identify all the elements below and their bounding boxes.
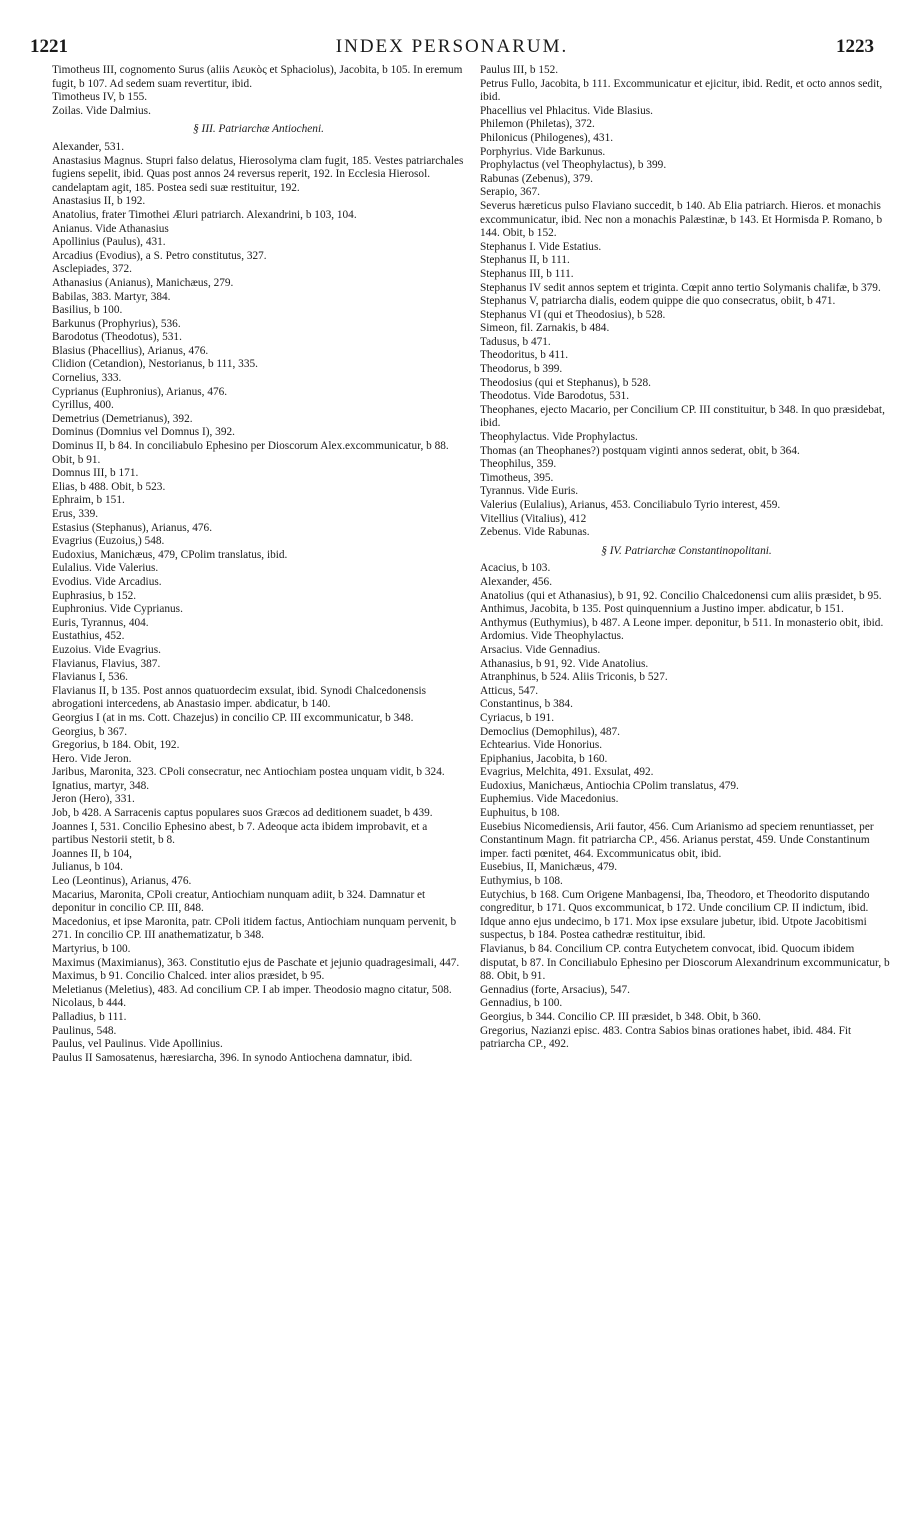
index-entry: Rabunas (Zebenus), 379. xyxy=(480,172,593,185)
index-entry: Flavianus I, 536. xyxy=(52,671,128,684)
index-entry: Gregorius, Nazianzi episc. 483. Contra Sabios binas orationes habet, ibid. 484. Fit patriarcha CP., 492. xyxy=(480,1024,852,1051)
index-entry: Arsacius. Vide Gennadius. xyxy=(480,643,601,656)
index-entry: Echtearius. Vide Honorius. xyxy=(480,739,603,752)
index-entry: Apollinius (Paulus), 431. xyxy=(52,236,166,249)
index-entry: Anianus. Vide Athanasius xyxy=(52,222,169,235)
index-entry: Joannes I, 531. Concilio Ephesino abest, b 7. Adeoque acta ibidem improbavit, et a partibus Nestorii stetit, b 8. xyxy=(52,820,428,847)
index-entry: Stephanus III, b 111. xyxy=(480,267,574,280)
index-entry: Euphrasius, b 152. xyxy=(52,589,137,602)
index-entry: Stephanus V, patriarcha dialis, eodem quippe die quo consecratus, obiit, b 471. xyxy=(480,295,836,308)
index-entry: Philemon (Philetas), 372. xyxy=(480,118,595,131)
index-entry: Erus, 339. xyxy=(52,508,99,520)
index-entry: Eutychius, b 168. Cum Origene Manbagensi, Iba, Theodoro, et Theodorito disputando congreditur, b 171. Quos excommunicat, b 172. Unde concilium CP. II indictum, ibid. Idque anno ejus undecimo, b 171. Mox ipse exsulare jubetur, ibid. Utpote Jacobitismi suspectus, b 184. Postea cathedræ restituitur, ibid. xyxy=(480,888,870,942)
index-entry: Barodotus (Theodotus), 531. xyxy=(52,331,182,344)
index-entry: Timotheus III, cognomento Surus (aliis Λευκὸς et Sphaciolus), Jacobita, b 105. In eremum fugit, b 107. Ad sedem suam revertitur, ibid. xyxy=(52,64,463,90)
page-title: INDEX PERSONARUM. xyxy=(335,36,569,57)
section-heading: § IV. Patriarchæ Constantinopolitani. xyxy=(601,544,772,557)
index-entry: Leo (Leontinus), Arianus, 476. xyxy=(52,875,192,888)
index-entry: Stephanus II, b 111. xyxy=(480,254,570,267)
index-entry: Paulinus, 548. xyxy=(52,1024,117,1037)
index-entry: Eudoxius, Manichæus, Antiochia CPolim translatus, 479. xyxy=(480,779,739,792)
index-entry: Atticus, 547. xyxy=(480,684,539,697)
index-entry: Eulalius. Vide Valerius. xyxy=(52,562,159,575)
index-entry: Euphemius. Vide Macedonius. xyxy=(480,793,619,806)
index-entry: Epiphanius, Jacobita, b 160. xyxy=(480,752,608,765)
index-entry: Atranphinus, b 524. Aliis Triconis, b 527. xyxy=(480,671,668,684)
left-column xyxy=(52,64,465,1065)
index-entry: Vitellius (Vitalius), 412 xyxy=(480,512,587,525)
index-entry: Basilius, b 100. xyxy=(52,304,123,317)
index-entry: Georgius, b 367. xyxy=(52,725,128,738)
index-entry: Theodoritus, b 411. xyxy=(480,349,569,362)
index-entry: Euris, Tyrannus, 404. xyxy=(52,616,149,629)
index-entry: Jeron (Hero), 331. xyxy=(52,793,135,806)
index-entry: Barkunus (Prophyrius), 536. xyxy=(52,317,181,330)
index-entry: Alexander, 531. xyxy=(52,140,125,153)
index-entry: Serapio, 367. xyxy=(480,186,540,199)
index-entry: Clidion (Cetandion), Nestorianus, b 111, 335. xyxy=(52,358,258,371)
index-entry: Anthimus, Jacobita, b 135. Post quinquennium a Justino imper. abdicatur, b 151. xyxy=(480,603,844,616)
index-entry: Maximus (Maximianus), 363. Constitutio ejus de Paschate et jejunio quadragesimali, 447. xyxy=(52,956,460,969)
index-entry: Ardomius. Vide Theophylactus. xyxy=(480,630,624,643)
index-entry: Paulus, vel Paulinus. Vide Apollinius. xyxy=(52,1038,223,1051)
index-entry: Zebenus. Vide Rabunas. xyxy=(480,526,590,539)
index-entry: Euphuitus, b 108. xyxy=(480,807,560,820)
index-entry: Severus hæreticus pulso Flaviano succedit, b 140. Ab Elia patriarch. Hieros. et monachis excommunicatur, ibid. Nec non a monachis Palæstinæ, b 143. Et Hormisda P. Romano, b 144. Obit, b 152. xyxy=(480,199,883,240)
index-entry: Eudoxius, Manichæus, 479, CPolim translatus, ibid. xyxy=(52,548,288,561)
index-entry: Theodotus. Vide Barodotus, 531. xyxy=(480,390,630,403)
index-entry: Gregorius, b 184. Obit, 192. xyxy=(52,739,180,752)
index-entry: Athanasius, b 91, 92. Vide Anatolius. xyxy=(480,657,649,670)
index-entry: Martyrius, b 100. xyxy=(52,943,131,955)
index-entry: Porphyrius. Vide Barkunus. xyxy=(480,145,606,158)
index-entry: Dominus (Domnius vel Domnus I), 392. xyxy=(52,426,235,439)
index-entry: Meletianus (Meletius), 483. Ad concilium CP. I ab imper. Theodosio magno citatur, 508. xyxy=(52,983,452,996)
index-entry: Ephraim, b 151. xyxy=(52,494,125,507)
index-entry: Timotheus IV, b 155. xyxy=(52,91,148,104)
index-entry: Elias, b 488. Obit, b 523. xyxy=(52,480,166,493)
index-entry: Babilas, 383. Martyr, 384. xyxy=(52,290,171,303)
index-entry: Demetrius (Demetrianus), 392. xyxy=(52,412,193,425)
index-entry: Anastasius Magnus. Stupri falso delatus, Hierosolyma clam fugit, 185. Vestes patriarchales fugiens sepelit, ibid. Quas post annos 24 reversus reperit, 192. In Ecclesia Hierosol. candelaptam agit, 185. Postea sedi suæ restituitur, 192. xyxy=(52,154,464,194)
index-entry: Anatolius (qui et Athanasius), b 91, 92. Concilio Chalcedonensi cum aliis præsidet, b 95. xyxy=(480,589,882,602)
index-entry: Anatolius, frater Timothei Æluri patriarch. Alexandrini, b 103, 104. xyxy=(52,208,357,221)
section-heading: § III. Patriarchæ Antiocheni. xyxy=(193,123,324,136)
index-entry: Stephanus IV sedit annos septem et triginta. Cœpit anno tertio Solymanis chalifæ, b 379. xyxy=(480,281,881,294)
index-entry: Dominus II, b 84. In conciliabulo Ephesino per Dioscorum Alex.excommunicatur, b 88. Obit, b 91. xyxy=(52,440,449,466)
index-entry: Evagrius, Melchita, 491. Exsulat, 492. xyxy=(480,766,654,779)
page-header xyxy=(30,36,874,60)
index-entry: Gennadius, b 100. xyxy=(480,997,563,1010)
index-entry: Jaribus, Maronita, 323. CPoli consecratur, nec Antiochiam postea unquam vidit, b 324. xyxy=(52,766,445,779)
index-entry: Constantinus, b 384. xyxy=(480,698,573,711)
index-entry: Macedonius, et ipse Maronita, patr. CPoli itidem factus, Antiochiam nunquam pervenit, b 271. In concilio CP. III anathematizatur, b 348. xyxy=(52,915,457,942)
index-entry: Evodius. Vide Arcadius. xyxy=(52,575,162,588)
index-entry: Eusebius, II, Manichæus, 479. xyxy=(480,861,618,874)
index-entry: Athanasius (Anianus), Manichæus, 279. xyxy=(52,276,234,289)
index-entry: Eustathius, 452. xyxy=(52,630,125,643)
index-entry: Anthymus (Euthymius), b 487. A Leone imper. deponitur, b 511. In monasterio obit, ibid. xyxy=(480,616,884,629)
index-entry: Asclepiades, 372. xyxy=(52,263,132,276)
index-entry: Democlius (Demophilus), 487. xyxy=(480,725,620,738)
index-entry: Nicolaus, b 444. xyxy=(52,997,127,1010)
index-entry: Arcadius (Evodius), a S. Petro constitutus, 327. xyxy=(52,249,267,262)
index-entry: Domnus III, b 171. xyxy=(52,467,139,480)
index-entry: Tadusus, b 471. xyxy=(480,335,551,348)
index-entry: Thomas (an Theophanes?) postquam viginti annos sederat, obit, b 364. xyxy=(480,444,800,457)
index-entry: Petrus Fullo, Jacobita, b 111. Excommunicatur et ejicitur, ibid. Redit, et octo annos sedit, ibid. xyxy=(480,77,883,104)
index-entry: Valerius (Eulalius), Arianus, 453. Conciliabulo Tyrio interest, 459. xyxy=(480,499,781,511)
index-entry: Maximus, b 91. Concilio Chalced. inter alios præsidet, b 95. xyxy=(52,970,325,983)
index-entry: Flavianus II, b 135. Post annos quatuordecim exsulat, ibid. Synodi Chalcedonensis abrogationi intercedens, ab Anastasio imper. abdicatur, b 140. xyxy=(52,684,427,711)
index-entry: Philonicus (Philogenes), 431. xyxy=(480,131,614,144)
index-entry: Flavianus, Flavius, 387. xyxy=(52,657,161,670)
index-entry: Palladius, b 111. xyxy=(52,1010,127,1023)
index-entry: Hero. Vide Jeron. xyxy=(52,752,132,765)
index-entry: Macarius, Maronita, CPoli creatur, Antiochiam nunquam adiit, b 324. Damnatur et deponitur in concilio CP. III, 848. xyxy=(52,888,426,915)
index-entry: Cyrillus, 400. xyxy=(52,399,114,412)
index-entry: Euzoius. Vide Evagrius. xyxy=(52,643,161,656)
index-entry: Phacellius vel Phlacitus. Vide Blasius. xyxy=(480,104,653,117)
index-entry: Theodorus, b 399. xyxy=(480,363,563,376)
index-entry: Georgius I (at in ms. Cott. Chazejus) in concilio CP. III excommunicatur, b 348. xyxy=(52,711,414,724)
index-entry: Prophylactus (vel Theophylactus), b 399. xyxy=(480,159,667,172)
index-entry: Cyprianus (Euphronius), Arianus, 476. xyxy=(52,385,228,398)
index-entry: Theophanes, ejecto Macario, per Concilium CP. III constituitur, b 348. In quo præsidebat, ibid. xyxy=(480,403,885,430)
index-entry: Julianus, b 104. xyxy=(52,861,123,874)
index-entry: Georgius, b 344. Concilio CP. III præsidet, b 348. Obit, b 360. xyxy=(480,1010,761,1023)
page-number-right: 1223 xyxy=(836,36,874,57)
index-entry: Stephanus I. Vide Estatius. xyxy=(480,240,602,253)
right-column xyxy=(480,64,893,1052)
index-entry: Acacius, b 103. xyxy=(480,562,551,575)
index-entry: Eusebius Nicomediensis, Arii fautor, 456. Cum Arianismo ad speciem renuntiasset, per Constantinum Magn. fit patriarcha CP., 456. Arianus perstat, 459. Unde Constantinum imper. facti pœnitet, 464. Excommunicatus obit, ibid. xyxy=(480,820,874,860)
index-entry: Alexander, 456. xyxy=(480,575,553,588)
index-entry: Anastasius II, b 192. xyxy=(52,195,146,208)
index-entry: Cyriacus, b 191. xyxy=(480,711,555,724)
index-entry: Joannes II, b 104, xyxy=(52,847,133,860)
page-number-left: 1221 xyxy=(30,36,68,57)
index-entry: Blasius (Phacellius), Arianus, 476. xyxy=(52,344,209,357)
index-entry: Timotheus, 395. xyxy=(480,471,554,484)
index-entry: Theodosius (qui et Stephanus), b 528. xyxy=(480,376,652,389)
index-entry: Gennadius (forte, Arsacius), 547. xyxy=(480,983,630,996)
index-entry: Cornelius, 333. xyxy=(52,372,122,385)
index-entry: Euphronius. Vide Cyprianus. xyxy=(52,603,183,616)
index-entry: Paulus II Samosatenus, hæresiarcha, 396. In synodo Antiochena damnatur, ibid. xyxy=(52,1051,413,1064)
index-entry: Job, b 428. A Sarracenis captus populares suos Græcos ad deditionem suadet, b 439. xyxy=(52,807,433,820)
index-entry: Evagrius (Euzoius,) 548. xyxy=(52,535,165,548)
index-entry: Simeon, fil. Zarnakis, b 484. xyxy=(480,322,610,335)
index-entry: Zoilas. Vide Dalmius. xyxy=(52,104,151,117)
index-entry: Euthymius, b 108. xyxy=(480,875,563,888)
index-entry: Theophilus, 359. xyxy=(480,458,557,471)
index-entry: Theophylactus. Vide Prophylactus. xyxy=(480,431,638,444)
index-entry: Stephanus VI (qui et Theodosius), b 528. xyxy=(480,308,666,321)
index-entry: Paulus III, b 152. xyxy=(480,64,559,76)
index-entry: Estasius (Stephanus), Arianus, 476. xyxy=(52,521,213,534)
index-entry: Flavianus, b 84. Concilium CP. contra Eutychetem convocat, ibid. Quocum ibidem disputat, b 87. In Conciliabulo Ephesino per Dioscorum Alexandrinum excommunicatur, b 88. Obit, b 91. xyxy=(480,943,890,983)
index-entry: Tyrannus. Vide Euris. xyxy=(480,485,579,498)
index-entry: Ignatius, martyr, 348. xyxy=(52,779,150,792)
